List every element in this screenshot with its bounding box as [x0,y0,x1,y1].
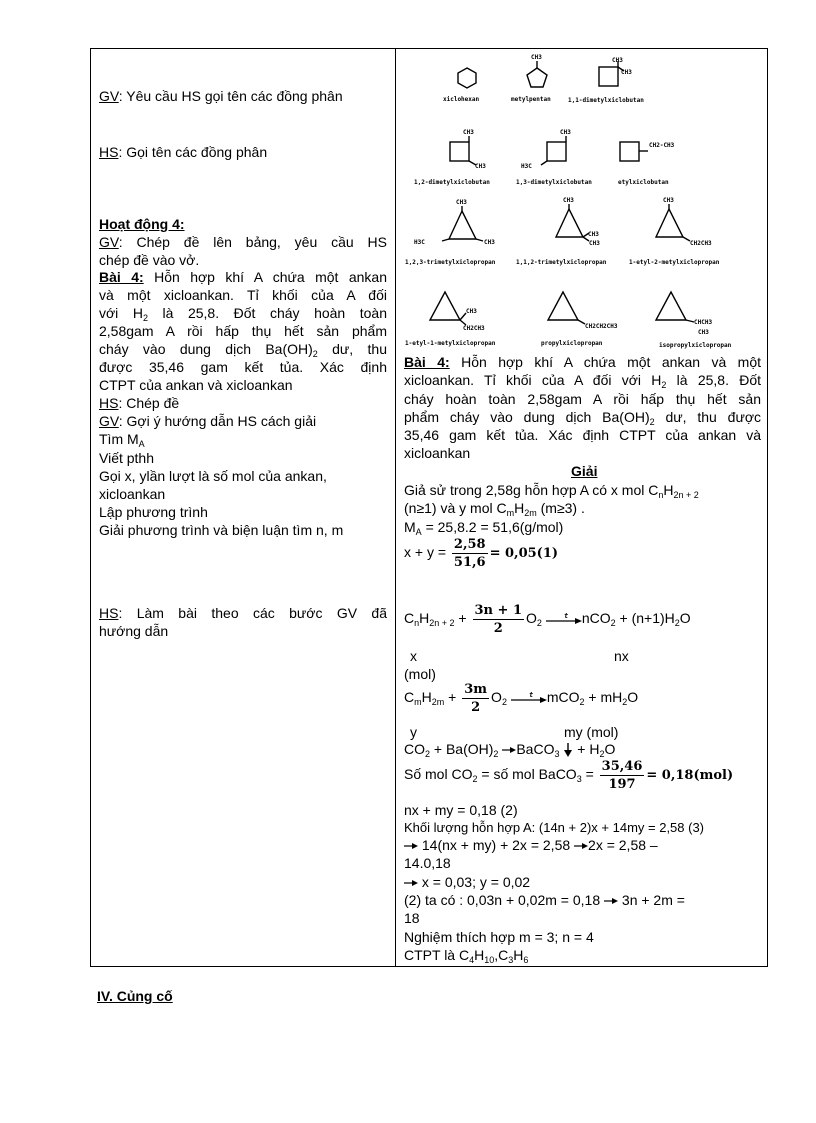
group-ch3: CH3 [621,69,632,76]
molar-mass-line: $M_A = 25,8.2 = 51,6(g/mol)$ [404,519,564,537]
isomer-name: 1-etyl-2-metylxiclopropan [629,259,720,266]
cyclopropane-ring [548,292,578,320]
step-assign-mol: Gọi x, ylần lượt là số mol của ankan, [99,468,327,484]
cyclobutane-ring [547,142,566,161]
step-solve: Giải phương trình và biện luận tìm n, m [99,522,344,538]
lesson-table [90,48,768,967]
equation-1-mol-sum: x + y = $\frac{2,58}{51,6}$ = 0,05(1) [404,536,559,570]
content-column: CH3 CH3 CH3 xiclohexan metylpentan 1,1-dimetylxiclobutan CH3 CH3 CH3 H3C CH2-CH3 1,2-dimetylxiclobutan 1,3-dimetylxiclobutan etylxiclobutan CH3 H3C CH3 CH3 CH3 CH3 CH3 CH2CH3 1,2,3-trimetylxiclopropan 1,1,2-trimetylxiclopropan 1-etyl-2-metylxiclopropan CH3 CH2CH3 CH2CH2CH3 CHCH3 CH3 1-etyl-1-metylxiclopropan propylxiclopropan isopropylxiclopropan Bài 4: Hỗn hợp khí A chứa một ankan và một xicloankan. Tỉ khối của A đối với $H_2$ là 25,8. Đốt cháy hoàn toàn 2,58gam A rồi hấp thụ hết sản phẩm cháy vào dung dịch $Ba(OH)_2$ dư, thu được 35,46 gam kết tủa. Xác định CTPT của ankan và xicloankan Giải Giả sử trong 2,58g hỗn hợp A có x mol $C_nH_{2n + 2}$ (n≥1) và y mol $C_mH_{2m}$ (m≥3) . $M_A = 25,8.2 = 51,6(g/mol)$ x + y = $\frac{2,58}{51,6}$ = 0,05(1) $C_nH_{2n + 2}$ + $\frac{3n + 1}{2}$ $O_2$ t $nCO_2 + (n+1)H_2O$ x nx (mol) $C_mH_{2m}$ + $\frac{3m}{2}$ $O_2$ t $mCO_2 + mH_2O$ y my (mol) $CO_2 + Ba(OH)_2$ BaCO$_3$ + $H_2O$ Số mol $CO_2$ = số mol BaCO$_3$ = $\frac{35,46}{197}$ = 0,18(mol) nx + my = 0,18 (2) Khối lượng hỗn hợp A: (14n + 2)x + 14my = 2,58 (3) 14(nx + my) + 2x = 2,58 2x = 2,58 – 14.0,18 x = 0,03; y = 0,02 (2) ta có : 0,03n + 0,02m = 0,18 3n + 2m = 18 Nghiệm thích hợp m = 3; n = 4 CTPT là $C_4H_{10},C_3H_6$ [396,49,769,966]
group-h3c: H3C [521,163,532,170]
group-ch3: CH3 [563,197,574,204]
isomer-name: isopropylxiclopropan [659,342,732,349]
isomer-name: 1,3-dimetylxiclobutan [516,179,592,186]
bond [578,320,585,324]
arrow-icon [404,841,418,851]
group-ch3: CH3 [466,308,477,315]
isomer-name: etylxiclobutan [618,179,669,186]
precipitation-equation: $CO_2 + Ba(OH)_2$ BaCO$_3$ + $H_2O$ [404,741,616,759]
hs-naming-response: HS: Gọi tên các đồng phân [99,144,268,160]
group-ch2ch3: CH2CH3 [690,240,712,247]
cyclopropane-ring [430,292,460,320]
group-ch3: CH3 [463,129,474,136]
group-ch3: CH3 [612,57,623,64]
step-find-ma: Tìm $M_A$ [99,431,145,449]
solution-assume: Giả sử trong 2,58g hỗn hợp A có x mol $C_nH_{2n + 2}$ [404,482,699,500]
group-ch3: CH3 [589,240,600,247]
reaction-arrow [511,692,547,704]
group-ch2ch2ch3: CH2CH2CH3 [585,323,618,330]
isomer-name: 1,2,3-trimetylxiclopropan [405,259,496,266]
cyclopropane-ring [556,209,583,237]
arrow-icon [574,841,588,851]
step-assign-mol-cont: xicloankan [99,486,166,502]
teacher-student-column: GV: Yêu cầu HS gọi tên các đồng phân HS: Gọi tên các đồng phân Hoạt động 4: GV: Chép đề lên bảng, yêu cầu HS chép đề vào vở. Bài 4: Hỗn hợp khí A chứa một ankan và một xicloankan. Tỉ khối của A đối với $H_2$ là 25,8. Đốt cháy hoàn toàn 2,58gam A rồi hấp thụ hết sản phẩm cháy vào dung dịch $Ba(OH)_2$ dư, thu được 35,46 gam kết tủa. Xác định CTPT của ankan và xicloankan HS: Chép đề GV: Gợi ý hướng dẫn HS cách giải Tìm $M_A$ Viết pthh Gọi x, ylần lượt là số mol của ankan, xicloankan Lập phương trình Giải phương trình và biện luận tìm n, m HS: Làm bài theo các bước GV đã hướng dẫn [99,88,388,639]
cyclobutane-ring [599,67,618,86]
hs-copy-problem: HS: Chép đề [99,395,180,411]
solution-assume-cont: (n≥1) và y mol $C_mH_{2m}$ (m≥3) . [404,500,585,518]
arrow-icon [502,745,516,755]
cyclopropane-ring [449,211,476,239]
isomer-name: 1,1,2-trimetylxiclopropan [516,259,607,266]
arrow-icon [404,878,418,888]
gv-naming-instruction: GV: Yêu cầu HS gọi tên các đồng phân [99,88,343,104]
bond [541,161,547,165]
alkane-mol-nx: nx [614,648,629,664]
hs-do-exercise: HS: Làm bài theo các bước GV đã [99,605,387,621]
solution-values: Nghiệm thích hợp m = 3; n = 4 [404,929,594,945]
cyclopropane-ring [656,209,683,237]
substitution-line: (2) ta có : 0,03n + 0,02m = 0,18 3n + 2m = [404,892,685,908]
result-x-y: x = 0,03; y = 0,02 [404,874,530,891]
step-write-equation: Viết pthh [99,450,155,466]
isomer-name: metylpentan [511,96,551,103]
isomer-name: xiclohexan [443,96,480,103]
cyclopentane-ring [527,68,547,87]
bond [476,239,483,241]
cycloalkane-mol-my: my (mol) [564,724,619,740]
svg-text:t: t [563,613,569,621]
isomer-name: propylxiclopropan [541,340,603,347]
solution-heading: Giải [571,463,598,479]
isomer-name: 1,1-dimetylxiclobutan [568,97,644,104]
gv-hint: GV: Gợi ý hướng dẫn HS cách giải [99,413,317,429]
group-h3c: H3C [414,239,425,246]
final-formulas: CTPT là $C_4H_{10},C_3H_6$ [404,947,529,965]
cyclopropane-ring [656,292,686,320]
cycloalkane-mol-y: y [410,724,417,740]
activity-4-heading: Hoạt động 4: [99,216,185,232]
combustion-alkane: $C_nH_{2n + 2}$ + $\frac{3n + 1}{2}$ $O_2$ t $nCO_2 + (n+1)H_2O$ [404,602,691,636]
bond [683,237,690,241]
isomer-name: 1-etyl-1-metylxiclopropan [405,340,496,347]
bond [686,320,694,322]
svg-text:t: t [528,692,534,700]
isomer-structures [396,49,769,354]
group-ch3: CH3 [531,54,542,61]
section-consolidation-heading: IV. Củng cố [97,988,173,1004]
group-ch3: CH3 [698,329,709,336]
derivation-line: 14(nx + my) + 2x = 2,58 2x = 2,58 – [404,837,658,854]
hs-do-exercise-cont: hướng dẫn [99,623,169,639]
mol-co2-equation: Số mol $CO_2$ = số mol BaCO$_3$ = $\frac{35,46}{197}$ = 0,18(mol) [404,758,734,792]
group-ch3: CH3 [663,197,674,204]
cyclobutane-ring [620,142,639,161]
group-ch3: CH3 [560,129,571,136]
cyclohexane-ring [458,68,476,88]
gv-copy-problem: GV: Chép đề lên bảng, yêu cầu HS [99,234,387,250]
mol-unit: (mol) [404,666,436,682]
reaction-arrow [546,613,582,625]
equation-2: nx + my = 0,18 (2) [404,802,518,818]
group-ch3: CH3 [456,199,467,206]
cyclobutane-ring [450,142,469,161]
derivation-line-cont: 14.0,18 [404,855,451,871]
group-ch2-ch3: CH2-CH3 [649,142,675,149]
group-ch2ch3: CH2CH3 [463,325,485,332]
substitution-line-cont: 18 [404,910,420,926]
arrow-icon [604,896,618,906]
group-chch3: CHCH3 [694,319,713,326]
group-ch3: CH3 [588,231,599,238]
bond [442,239,449,241]
alkane-mol-x: x [410,648,417,664]
group-ch3: CH3 [484,239,495,246]
equation-3-mass: Khối lượng hỗn hợp A: (14n + 2)x + 14my = 2,58 (3) [404,820,705,835]
combustion-cycloalkane: $C_mH_{2m}$ + $\frac{3m}{2}$ $O_2$ t $mCO_2 + mH_2O$ [404,681,639,715]
gv-copy-problem-cont: chép đề vào vở. [99,252,200,268]
step-set-equation: Lập phương trình [99,504,208,520]
isomer-name: 1,2-dimetylxiclobutan [414,179,490,186]
group-ch3: CH3 [475,163,486,170]
